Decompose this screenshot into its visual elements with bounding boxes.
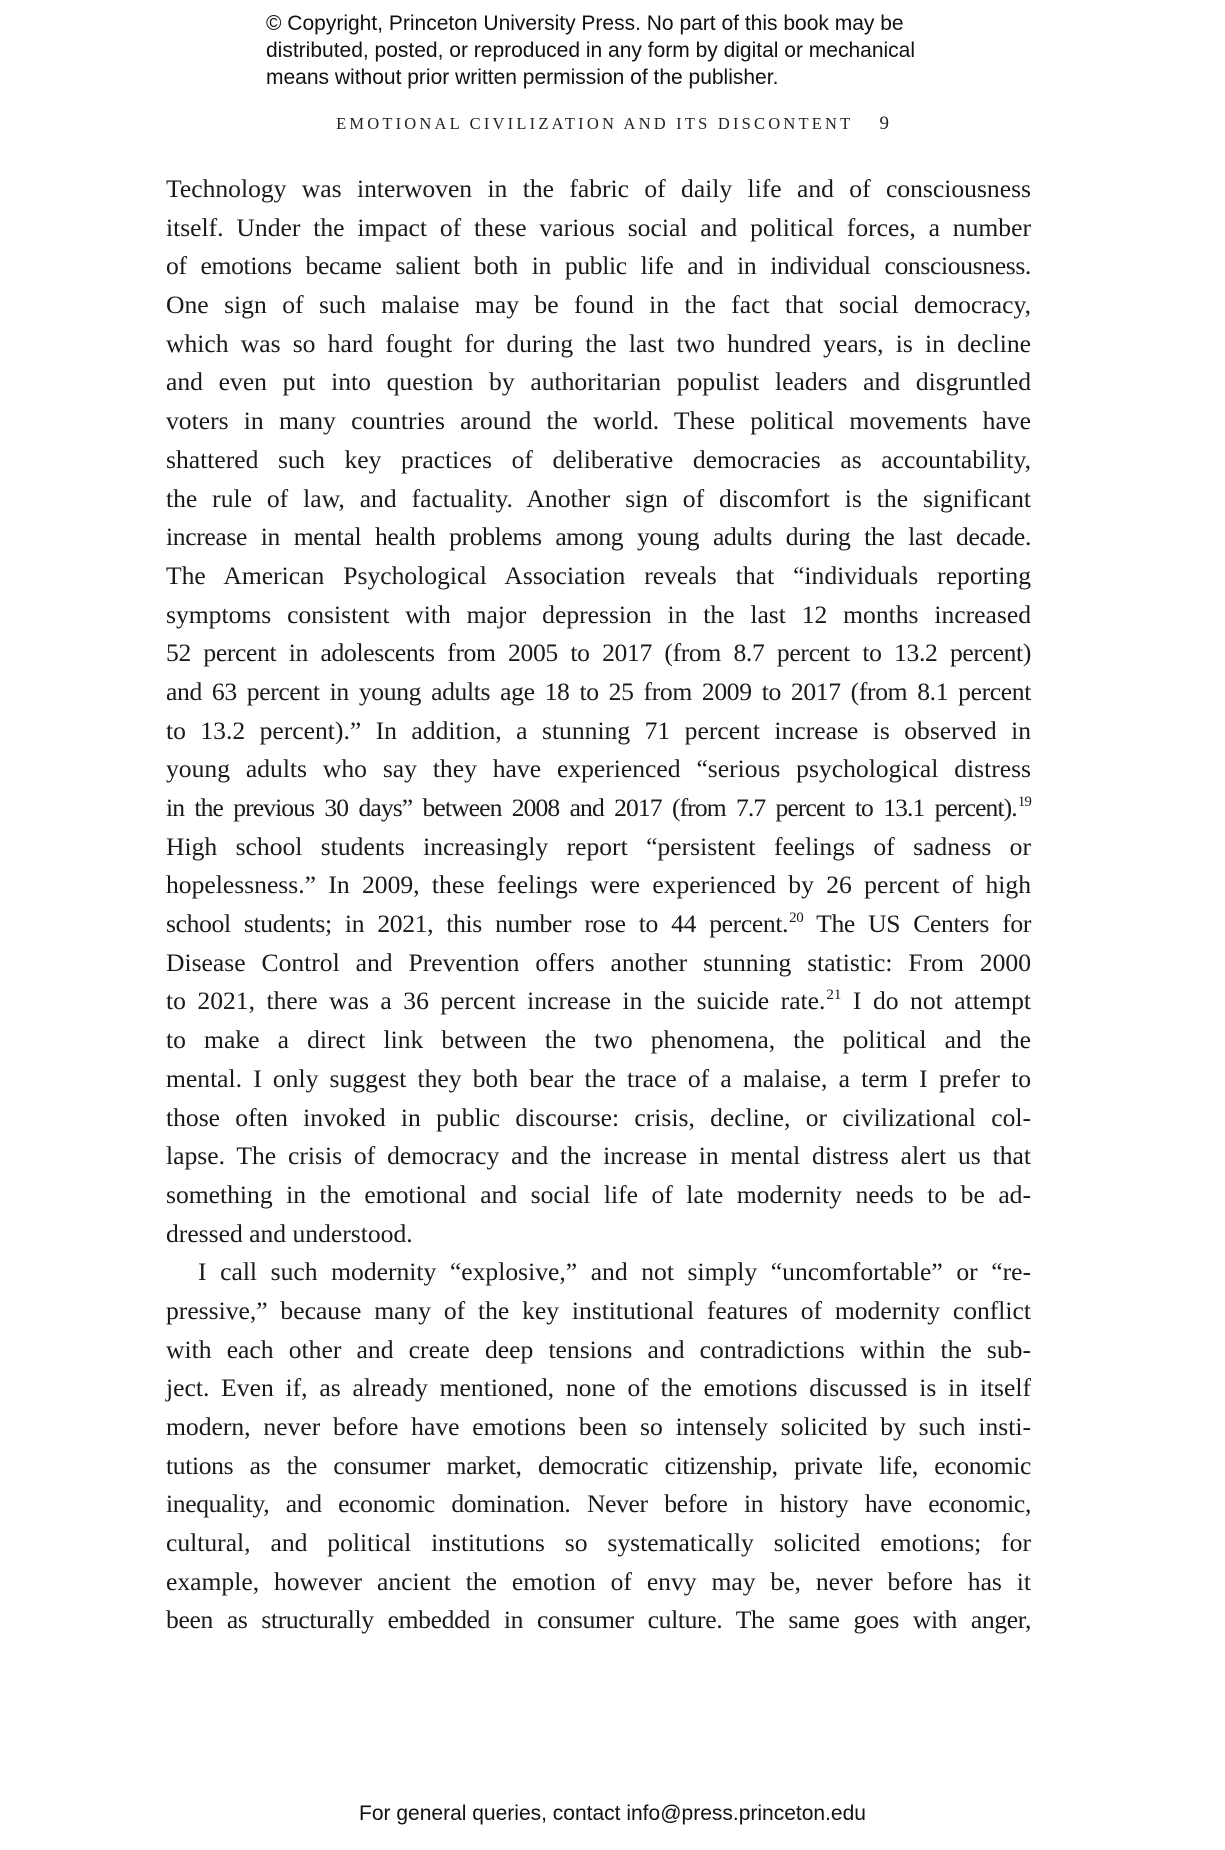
text-line: something in the emotional and social life of late modernity needs to be ad- [166, 1179, 1031, 1209]
text-line [166, 789, 1031, 828]
text-line: tutions as the consumer market, democratic citizenship, private life, economic [166, 1450, 1031, 1480]
text-line: with each other and create deep tensions and contradictions within the sub- [166, 1334, 1031, 1364]
text-line: I call such modernity “explosive,” and not simply “uncomfortable” or “re- [198, 1257, 1031, 1287]
copyright-line: distributed, posted, or reproduced in any form by digital or mechanical [266, 39, 916, 62]
text-line: ject. Even if, as already mentioned, none of the emotions discussed is in itself [166, 1373, 1031, 1403]
text-line: Technology was interwoven in the fabric of daily life and of consciousness [166, 174, 1031, 203]
text-line: 52 percent in adolescents from 2005 to 2017 (from 8.7 percent to 13.2 percent) [166, 638, 1031, 668]
text-line: been as structurally embedded in consumer culture. The same goes with anger, [166, 1605, 1031, 1635]
copyright-notice [266, 10, 986, 91]
text-line: dressed and understood. [166, 1218, 413, 1248]
footnote-marker[interactable]: 19 [1017, 794, 1031, 810]
text-line: High school students increasingly report “persistent feelings of sadness or [166, 831, 1031, 861]
text-line: Disease Control and Prevention offers another stunning statistic: From 2000 [166, 947, 1031, 977]
text-line: those often invoked in public discourse: crisis, decline, or civilizational col- [166, 1102, 1031, 1132]
text-line: young adults who say they have experienced “serious psychological distress [166, 754, 1031, 784]
text-line: modern, never before have emotions been so intensely solicited by such insti- [166, 1412, 1031, 1441]
footnote-marker[interactable]: 21 [826, 987, 842, 1004]
text-line [166, 905, 1031, 944]
text-segment: school students; in 2021, this number rose to 44 percent. [166, 909, 789, 939]
running-head [0, 113, 1225, 135]
copyright-line: means without prior written permission of the publisher. [266, 66, 779, 89]
copyright-line: © Copyright, Princeton University Press. No part of this book may be [266, 12, 904, 35]
text-segment: I do not attempt [852, 986, 1031, 1016]
running-head-title: EMOTIONAL CIVILIZATION AND ITS DISCONTENT [336, 114, 854, 133]
text-line: increase in mental health problems among young adults during the last decade. [166, 522, 1031, 552]
text-line: example, however ancient the emotion of envy may be, never before has it [166, 1566, 1031, 1596]
text-line: inequality, and economic domination. Never before in history have economic, [166, 1489, 1031, 1519]
text-line: and 63 percent in young adults age 18 to 25 from 2009 to 2017 (from 8.1 percent [166, 676, 1031, 706]
text-line: The American Psychological Association reveals that “individuals reporting [166, 560, 1031, 590]
body-text [166, 170, 1031, 1640]
text-line: of emotions became salient both in public life and in individual consciousness. [166, 251, 1031, 281]
text-line: itself. Under the impact of these various social and political forces, a number [166, 212, 1031, 242]
text-line: to 13.2 percent).” In addition, a stunning 71 percent increase is observed in [166, 715, 1031, 745]
page-number: 9 [879, 113, 889, 134]
text-line: voters in many countries around the world. These political movements have [166, 406, 1031, 436]
text-line: One sign of such malaise may be found in the fact that social democracy, [166, 290, 1031, 320]
text-line: pressive,” because many of the key institutional features of modernity conflict [166, 1295, 1031, 1325]
text-line: the rule of law, and factuality. Another sign of discomfort is the significant [166, 483, 1031, 513]
text-segment: to 2021, there was a 36 percent increase in the suicide rate. [166, 986, 826, 1016]
text-line: mental. I only suggest they both bear the trace of a malaise, a term I prefer to [166, 1063, 1031, 1093]
text-line: to make a direct link between the two phenomena, the political and the [166, 1025, 1031, 1055]
text-segment: The US Centers for [816, 909, 1031, 939]
text-line [166, 982, 1031, 1021]
footer-contact: For general queries, contact info@press.princeton.edu [359, 1802, 866, 1825]
text-line: and even put into question by authoritarian populist leaders and disgruntled [166, 367, 1031, 397]
text-line: shattered such key practices of deliberative democracies as accountability, [166, 444, 1031, 474]
paragraph-1 [166, 170, 1031, 1253]
text-line: lapse. The crisis of democracy and the increase in mental distress alert us that [166, 1141, 1031, 1171]
text-line: symptoms consistent with major depression in the last 12 months increased [166, 599, 1031, 629]
text-segment: in the previous 30 days” between 2008 and 2017 (from 7.7 percent to 13.1 percent). [166, 793, 1017, 822]
footnote-marker[interactable]: 20 [789, 910, 804, 927]
text-line: hopelessness.” In 2009, these feelings were experienced by 26 percent of high [166, 870, 1031, 900]
paragraph-2 [166, 1253, 1031, 1640]
text-line: cultural, and political institutions so systematically solicited emotions; for [166, 1528, 1031, 1558]
text-line: which was so hard fought for during the last two hundred years, is in decline [166, 328, 1031, 358]
